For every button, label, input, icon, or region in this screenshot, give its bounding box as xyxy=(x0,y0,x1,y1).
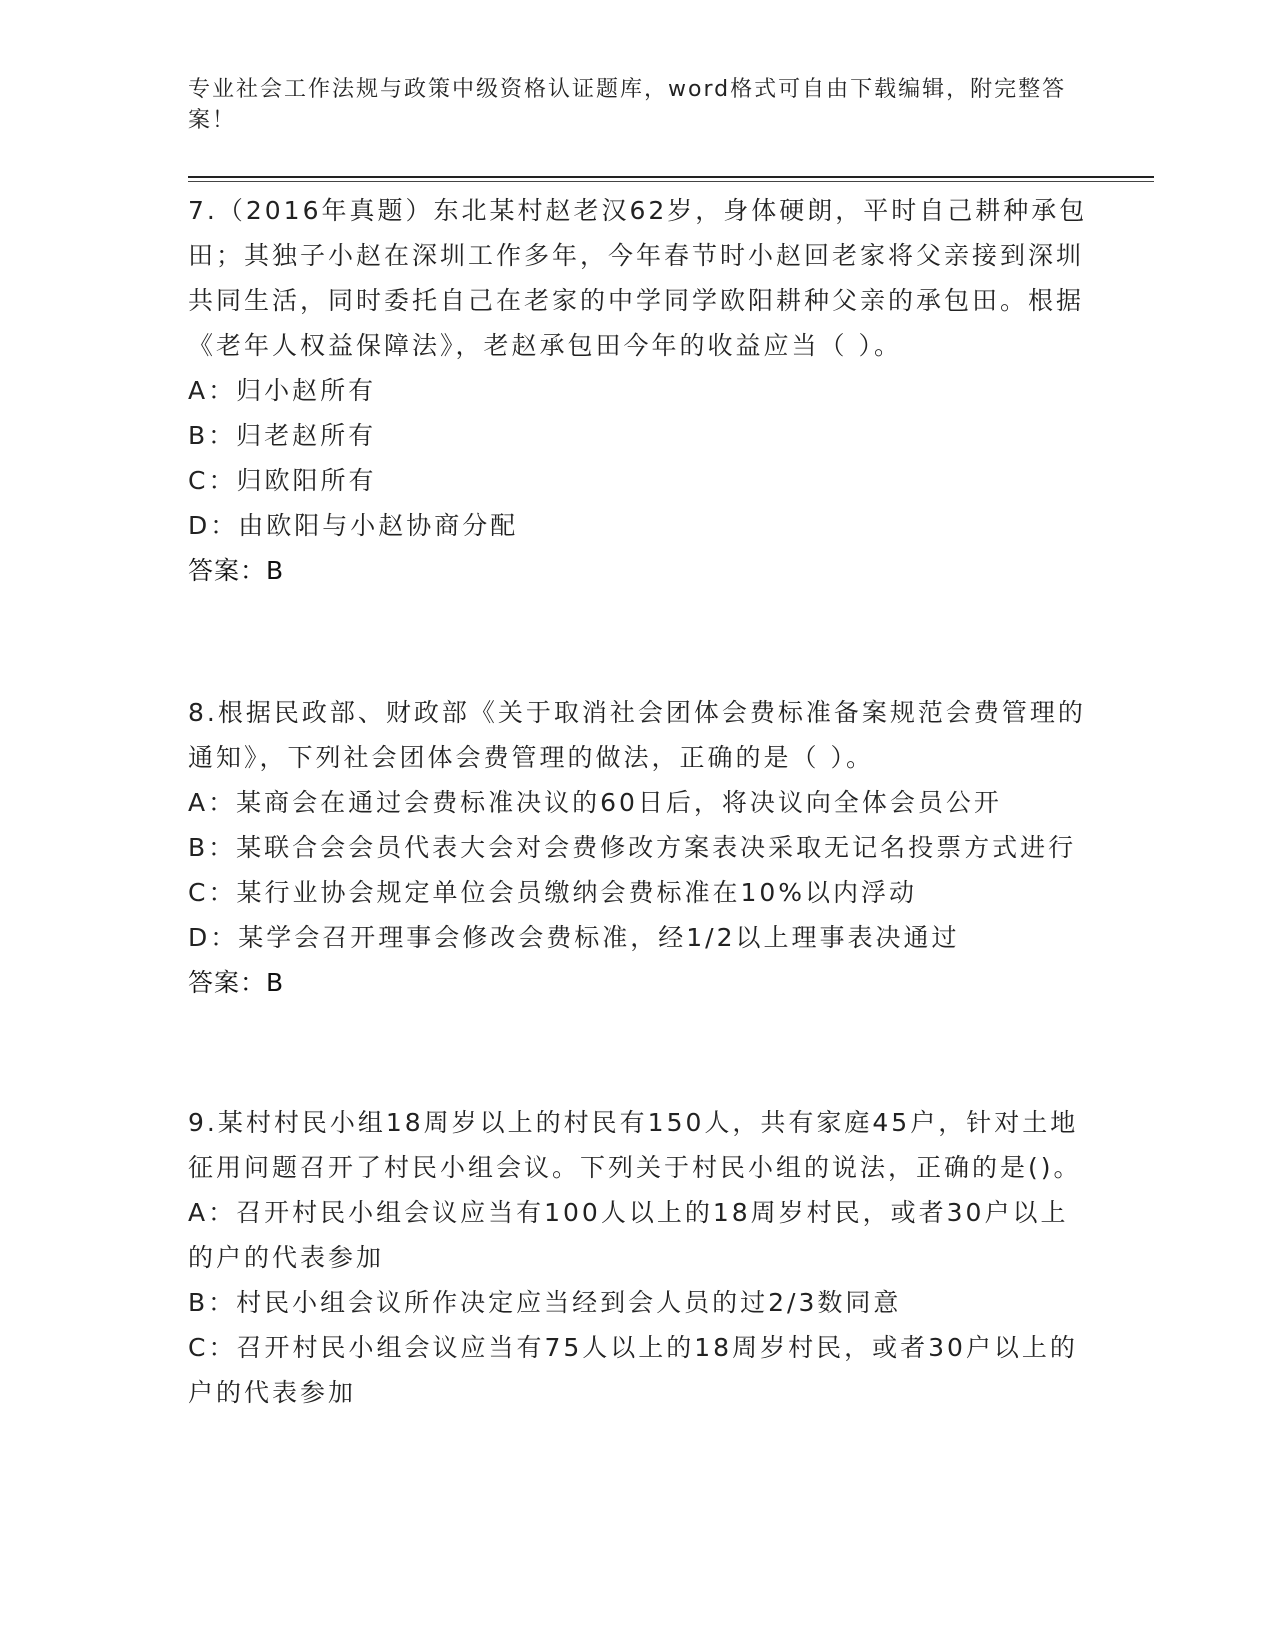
header-rule-thick xyxy=(188,176,1154,178)
option-c: C：召开村民小组会议应当有75人以上的18周岁村民，或者30户以上的户的代表参加 xyxy=(188,1333,1078,1407)
question-stem: 9.某村村民小组18周岁以上的村民有150人，共有家庭45户，针对土地征用问题召开了村民小组会议。下列关于村民小组的说法，正确的是()。 xyxy=(188,1108,1082,1182)
question-stem: 7.（2016年真题）东北某村赵老汉62岁，身体硬朗，平时自己耕种承包田；其独子小赵在深圳工作多年，今年春节时小赵回老家将父亲接到深圳共同生活，同时委托自己在老家的中学同学欧阳耕种父亲的承包田。根据《老年人权益保障法》，老赵承包田今年的收益应当（ ）。 xyxy=(188,196,1088,360)
option-a: A：归小赵所有 xyxy=(188,376,377,405)
option-b: B：某联合会会员代表大会对会费修改方案表决采取无记名投票方式进行 xyxy=(188,833,1077,862)
option-c: C：某行业协会规定单位会员缴纳会费标准在10%以内浮动 xyxy=(188,878,918,907)
question-block xyxy=(188,690,1088,1005)
question-stem: 8.根据民政部、财政部《关于取消社会团体会费标准备案规范会费管理的通知》，下列社会团体会费管理的做法，正确的是（ ）。 xyxy=(188,698,1086,772)
option-b: B：村民小组会议所作决定应当经到会人员的过2/3数同意 xyxy=(188,1288,902,1317)
option-a: A：某商会在通过会费标准决议的60日后，将决议向全体会员公开 xyxy=(188,788,1002,817)
question-block xyxy=(188,1100,1088,1415)
option-d: D：由欧阳与小赵协商分配 xyxy=(188,511,519,540)
answer-line: 答案：B xyxy=(188,556,285,585)
answer-line: 答案：B xyxy=(188,968,285,997)
option-b: B：归老赵所有 xyxy=(188,421,377,450)
option-a: A：召开村民小组会议应当有100人以上的18周岁村民，或者30户以上的户的代表参加 xyxy=(188,1198,1069,1272)
page-header: 专业社会工作法规与政策中级资格认证题库，word格式可自由下载编辑，附完整答案！ xyxy=(188,77,1067,133)
option-c: C：归欧阳所有 xyxy=(188,466,377,495)
option-d: D：某学会召开理事会修改会费标准，经1/2以上理事表决通过 xyxy=(188,923,960,952)
question-block xyxy=(188,188,1088,593)
header-rule-thin xyxy=(188,181,1154,182)
